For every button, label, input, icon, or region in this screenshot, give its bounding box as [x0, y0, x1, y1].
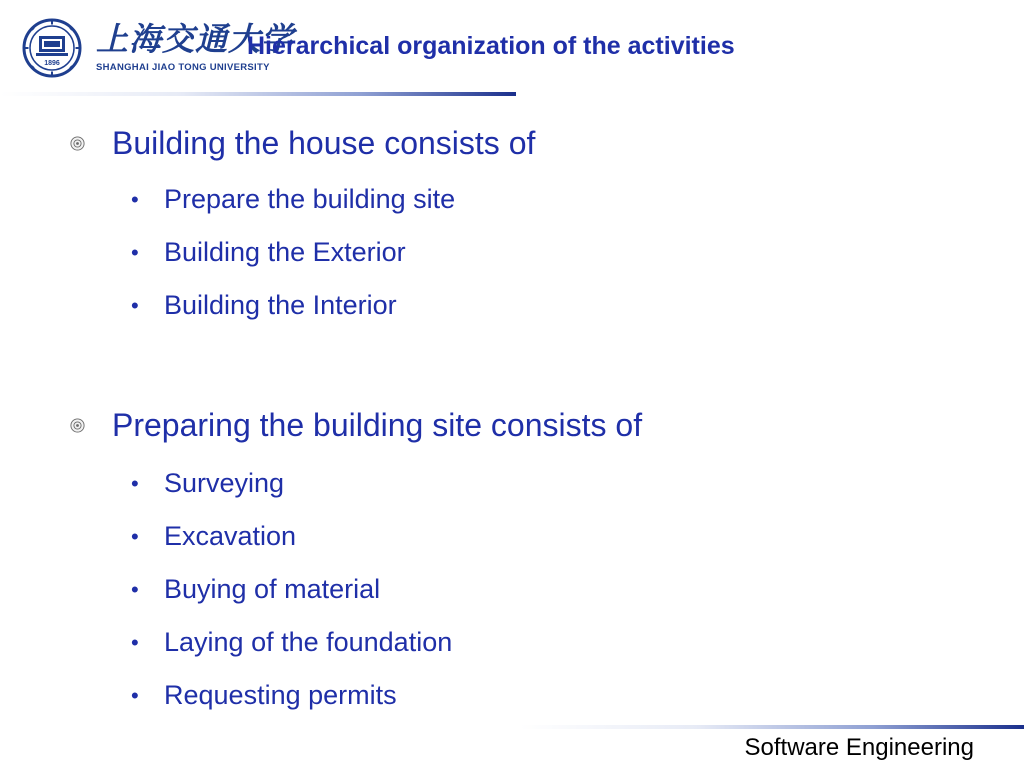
- sun-bullet-icon: [70, 136, 85, 151]
- list-item: Building the Interior: [164, 290, 397, 320]
- list-item: Requesting permits: [164, 680, 397, 710]
- dot-bullet-icon: •: [131, 471, 139, 496]
- section-heading: Building the house consists of: [112, 125, 536, 161]
- dot-bullet-icon: •: [131, 630, 139, 655]
- dot-bullet-icon: •: [131, 240, 139, 265]
- sun-bullet-icon: [70, 418, 85, 433]
- slide-title: Hierarchical organization of the activities: [247, 32, 735, 60]
- dot-bullet-icon: •: [131, 577, 139, 602]
- footer-label: Software Engineering: [744, 734, 974, 761]
- list-item: Building the Exterior: [164, 237, 406, 267]
- university-chinese-name: 上海交通大学: [96, 20, 295, 58]
- list-item: Prepare the building site: [164, 184, 456, 214]
- dot-bullet-icon: •: [131, 293, 139, 318]
- list-item: Laying of the foundation: [164, 627, 453, 657]
- university-english-name: SHANGHAI JIAO TONG UNIVERSITY: [96, 62, 270, 73]
- dot-bullet-icon: •: [131, 187, 139, 212]
- list-item: Surveying: [164, 468, 285, 498]
- list-item: Excavation: [164, 521, 297, 551]
- seal-year: 1896: [44, 60, 60, 67]
- section-heading: Preparing the building site consists of: [112, 407, 643, 443]
- dot-bullet-icon: •: [131, 683, 139, 708]
- list-item: Buying of material: [164, 574, 381, 604]
- dot-bullet-icon: •: [131, 524, 139, 549]
- footer-divider: [520, 725, 1024, 729]
